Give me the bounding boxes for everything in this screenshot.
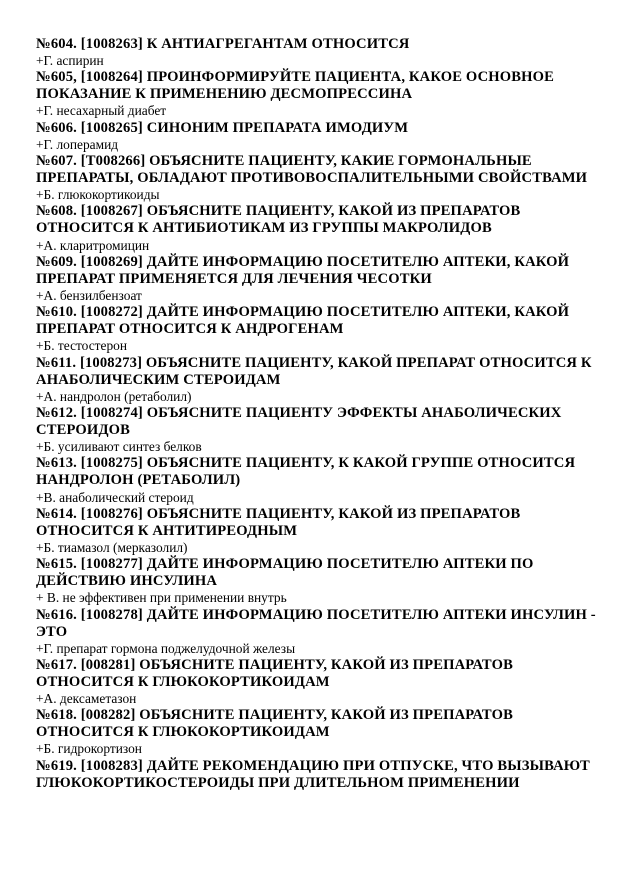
question-text: №609. [1008269] ДАЙТЕ ИНФОРМАЦИЮ ПОСЕТИТЕЛЮ АПТЕКИ, КАКОЙ ПРЕПАРАТ ПРИМЕНЯЕТСЯ ДЛЯ ЛЕЧЕНИЯ ЧЕСОТКИ: [36, 253, 570, 287]
question-entry: [36, 355, 596, 405]
question-entry: [36, 405, 596, 455]
answer-text: + В. не эффективен при применении внутрь: [36, 590, 287, 606]
answer-text: +А. дексаметазон: [36, 691, 137, 707]
question-entry: [36, 607, 596, 657]
question-entry: [36, 506, 596, 556]
question-entry: [36, 36, 596, 69]
answer-text: +Б. тиамазол (мерказолил): [36, 539, 188, 555]
answer-text: +В. анаболический стероид: [36, 489, 194, 505]
question-entry: [36, 69, 596, 119]
question-text: №608. [1008267] ОБЪЯСНИТЕ ПАЦИЕНТУ, КАКОЙ ИЗ ПРЕПАРАТОВ ОТНОСИТСЯ К АНТИБИОТИКАМ ИЗ ГРУППЫ МАКРОЛИДОВ: [36, 203, 521, 237]
question-text: №616. [1008278] ДАЙТЕ ИНФОРМАЦИЮ ПОСЕТИТЕЛЮ АПТЕКИ ИНСУЛИН - ЭТО: [36, 606, 596, 640]
question-entry: [36, 304, 596, 354]
answer-text: +Б. тестостерон: [36, 338, 128, 354]
question-text: №610. [1008272] ДАЙТЕ ИНФОРМАЦИЮ ПОСЕТИТЕЛЮ АПТЕКИ, КАКОЙ ПРЕПАРАТ ОТНОСИТСЯ К АНДРОГЕНАМ: [36, 304, 570, 338]
question-entry: [36, 153, 596, 203]
question-text: №612. [1008274] ОБЪЯСНИТЕ ПАЦИЕНТУ ЭФФЕКТЫ АНАБОЛИЧЕСКИХ СТЕРОИДОВ: [36, 404, 562, 439]
answer-text: +Г. несахарный диабет: [36, 103, 167, 119]
question-entry: [36, 556, 596, 606]
question-entry: [36, 657, 596, 707]
answer-text: +Г. аспирин: [36, 53, 104, 69]
answer-text: +А. кларитромицин: [36, 237, 150, 253]
question-text: №613. [1008275] ОБЪЯСНИТЕ ПАЦИЕНТУ, К КАКОЙ ГРУППЕ ОТНОСИТСЯ НАНДРОЛОН (РЕТАБОЛИЛ): [36, 455, 576, 489]
question-text: №617. [008281] ОБЪЯСНИТЕ ПАЦИЕНТУ, КАКОЙ ИЗ ПРЕПАРАТОВ ОТНОСИТСЯ К ГЛЮКОКОРТИКОИДАМ: [36, 656, 513, 690]
answer-text: +А. нандролон (ретаболил): [36, 388, 192, 404]
answer-text: +Б. глюкокортикоиды: [36, 187, 160, 203]
question-text: №606. [1008265] СИНОНИМ ПРЕПАРАТА ИМОДИУМ: [36, 119, 409, 136]
question-entry: [36, 254, 596, 304]
answer-text: +Г. препарат гормона поджелудочной железы: [36, 640, 296, 656]
question-text: №615. [1008277] ДАЙТЕ ИНФОРМАЦИЮ ПОСЕТИТЕЛЮ АПТЕКИ ПО ДЕЙСТВИЮ ИНСУЛИНА: [36, 556, 534, 590]
question-text: №607. [T008266] ОБЪЯСНИТЕ ПАЦИЕНТУ, КАКИЕ ГОРМОНАЛЬНЫЕ ПРЕПАРАТЫ, ОБЛАДАЮТ ПРОТИВОВОСПАЛИТЕЛЬНЫМИ СВОЙСТВАМИ: [36, 152, 588, 187]
question-entry: [36, 120, 596, 153]
answer-text: +А. бензилбензоат: [36, 287, 142, 303]
document-page: [36, 36, 596, 792]
answer-text: +Б. усиливают синтез белков: [36, 439, 202, 455]
question-entry: [36, 203, 596, 253]
question-text: №611. [1008273] ОБЪЯСНИТЕ ПАЦИЕНТУ, КАКОЙ ПРЕПАРАТ ОТНОСИТСЯ К АНАБОЛИЧЕСКИМ СТЕРОИДАМ: [36, 354, 592, 388]
question-text: №605, [1008264] ПРОИНФОРМИРУЙТЕ ПАЦИЕНТА, КАКОЕ ОСНОВНОЕ ПОКАЗАНИЕ К ПРИМЕНЕНИЮ ДЕСМОПРЕССИНА: [36, 69, 555, 103]
question-entry: [36, 455, 596, 505]
question-entry: [36, 707, 596, 757]
question-entry: [36, 758, 596, 792]
question-text: №614. [1008276] ОБЪЯСНИТЕ ПАЦИЕНТУ, КАКОЙ ИЗ ПРЕПАРАТОВ ОТНОСИТСЯ К АНТИТИРЕОДНЫМ: [36, 505, 521, 539]
answer-text: +Г. лоперамид: [36, 136, 119, 152]
question-text: №604. [1008263] К АНТИАГРЕГАНТАМ ОТНОСИТСЯ: [36, 36, 410, 52]
answer-text: +Б. гидрокортизон: [36, 741, 142, 757]
question-text: №619. [1008283] ДАЙТЕ РЕКОМЕНДАЦИЮ ПРИ ОТПУСКЕ, ЧТО ВЫЗЫВАЮТ ГЛЮКОКОРТИКОСТЕРОИДЫ ПРИ ДЛИТЕЛЬНОМ ПРИМЕНЕНИИ: [36, 757, 590, 791]
question-text: №618. [008282] ОБЪЯСНИТЕ ПАЦИЕНТУ, КАКОЙ ИЗ ПРЕПАРАТОВ ОТНОСИТСЯ К ГЛЮКОКОРТИКОИДАМ: [36, 707, 513, 741]
